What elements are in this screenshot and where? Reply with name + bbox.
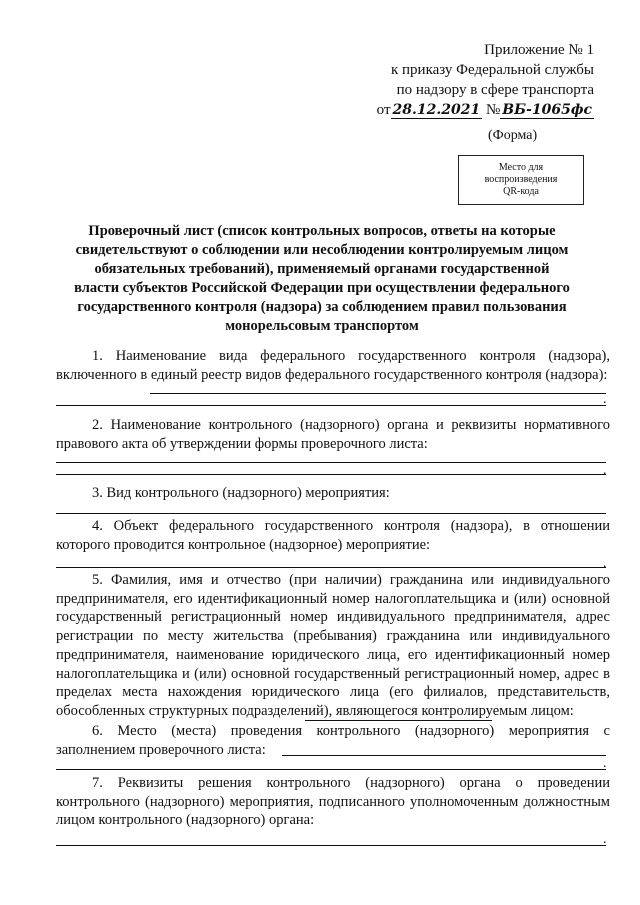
item-6 bbox=[56, 722, 610, 759]
qr-box-line-3: QR-кода bbox=[503, 186, 539, 197]
item-4 bbox=[56, 517, 610, 554]
item-3 bbox=[56, 484, 610, 503]
item-3-blank[interactable] bbox=[56, 513, 606, 514]
appendix-line-2: к приказу Федеральной службы bbox=[390, 62, 594, 78]
item-2 bbox=[56, 416, 610, 453]
item-2-end-mark: . bbox=[603, 463, 607, 478]
qr-code-placeholder bbox=[458, 155, 584, 205]
item-1-end-mark: . bbox=[603, 392, 607, 407]
item-7-text: 7. Реквизиты решения контрольного (надзорного) органа о проведении контрольного (надзорного) мероприятия, подписанного уполномоченным должностным лицом контрольного (надзорного) органа: bbox=[56, 775, 610, 829]
item-1-text: 1. Наименование вида федерального государственного контроля (надзора), включенного в единый реестр видов федерального государственного контроля (надзора): bbox=[56, 348, 610, 383]
item-5-blank[interactable] bbox=[305, 720, 492, 721]
item-5 bbox=[56, 571, 610, 721]
date-prefix: от bbox=[376, 102, 391, 118]
item-6-blank-2[interactable] bbox=[56, 769, 606, 770]
item-1-blank-1[interactable] bbox=[150, 393, 606, 394]
item-4-text: 4. Объект федерального государственного контроля (надзора), в отношении которого проводится контрольное (надзорное) мероприятие: bbox=[56, 518, 610, 553]
item-3-text: 3. Вид контрольного (надзорного) мероприятия: bbox=[92, 485, 390, 501]
qr-box-line-2: воспроизведения bbox=[484, 174, 558, 185]
appendix-date-line bbox=[377, 100, 594, 120]
item-2-text: 2. Наименование контрольного (надзорного) органа и реквизиты нормативного правового акта об утверждении формы проверочного листа: bbox=[56, 417, 610, 452]
number-prefix: № bbox=[485, 102, 501, 118]
order-number: ВБ-1065фс bbox=[502, 102, 592, 118]
appendix-header bbox=[377, 40, 594, 120]
form-label: (Форма) bbox=[488, 128, 538, 143]
item-2-blank-1[interactable] bbox=[56, 462, 606, 463]
item-6-text: 6. Место (места) проведения контрольного (надзорного) мероприятия с заполнением проверочного листа: bbox=[56, 723, 610, 758]
item-1-blank-2[interactable] bbox=[56, 405, 606, 406]
item-7-blank[interactable] bbox=[56, 845, 606, 846]
appendix-line-3: по надзору в сфере транспорта bbox=[396, 82, 594, 98]
item-5-text: 5. Фамилия, имя и отчество (при наличии) гражданина или индивидуального предпринимателя, его идентификационный номер налогоплательщика и (или) основной государственный регистрационный номер индивидуального предпринимателя, адрес регистрации по месту жительства (пребывания) гражданина или индивидуального предпринимателя, наименование юридического лица, его идентификационный номер налогоплательщика и (или) основной государственный регистрационный номер, адрес в пределах места нахождения юридического лица (его филиалов, представительств, обособленных структурных подразделений), являющегося контролируемым лицом: bbox=[56, 572, 610, 719]
item-2-blank-2[interactable] bbox=[56, 474, 606, 475]
document-title: Проверочный лист (список контрольных вопросов, ответы на которые свидетельствуют о соблюдении или несоблюдении контролируемым лицом обязательных требований), применяемый органами государственной власти субъектов Российской Федерации при осуществлении федерального государственного контроля (надзора) за соблюдением правил пользования монорельсовым транспортом bbox=[74, 223, 570, 334]
item-7 bbox=[56, 774, 610, 830]
order-date: 28.12.2021 bbox=[392, 102, 481, 118]
item-6-end-mark: . bbox=[603, 756, 607, 771]
item-6-blank-1[interactable] bbox=[282, 755, 606, 756]
item-4-blank[interactable] bbox=[56, 567, 606, 568]
item-7-end-mark: . bbox=[603, 832, 607, 847]
qr-box-line-1: Место для bbox=[498, 162, 544, 173]
item-1 bbox=[56, 347, 610, 384]
appendix-line-1: Приложение № 1 bbox=[484, 42, 594, 58]
item-4-end-mark: . bbox=[603, 556, 607, 571]
